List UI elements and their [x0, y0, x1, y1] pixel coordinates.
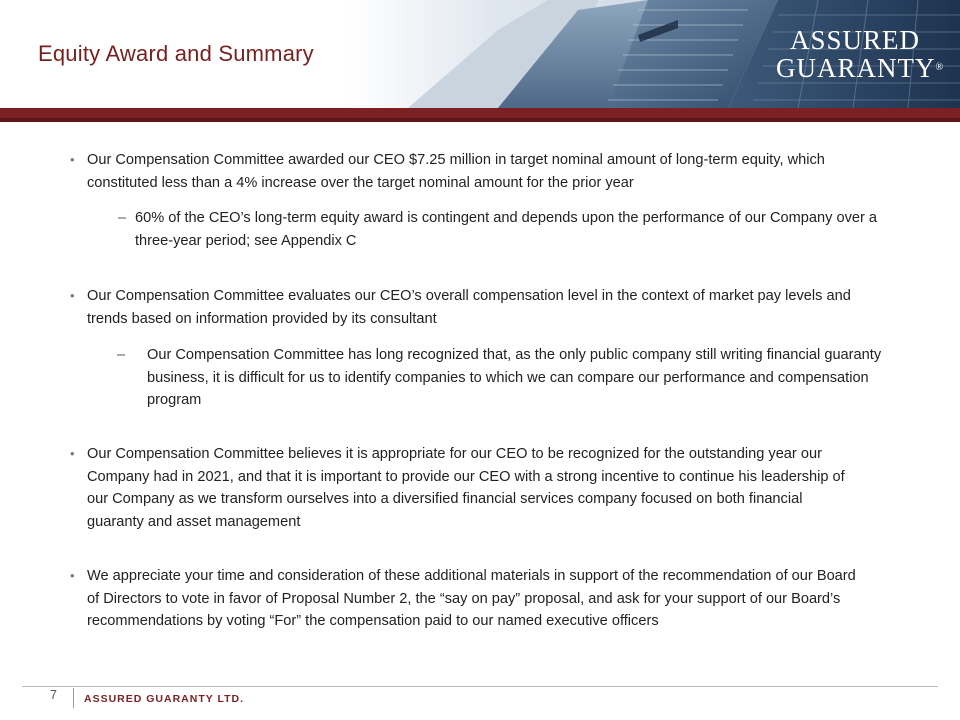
company-logo — [772, 26, 947, 88]
bullet-text: Our Compensation Committee awarded our CEO $7.25 million in target nominal amount of long-term equity, which constituted less than a 4% increase over the target nominal amount for the prior year — [87, 152, 825, 191]
bullet-dot: • — [70, 152, 75, 167]
footer-divider — [22, 686, 938, 687]
bullet-item — [70, 443, 862, 533]
bullet-dot: • — [70, 446, 75, 461]
page-title: Equity Award and Summary — [38, 41, 314, 66]
logo-line-2-text: GUARANTY — [776, 53, 936, 83]
sub-bullet-text: Our Compensation Committee has long recognized that, as the only public company still writing financial guaranty business, it is difficult for us to identify companies to which we can compare our performance and compensation program — [147, 347, 882, 408]
bullet-item — [70, 285, 882, 330]
bullet-text: Our Compensation Committee believes it is appropriate for our CEO to be recognized for the outstanding year our Company had in 2021, and that it is important to provide our CEO with a strong incentive to continue his leadership of our Company as we transform ourselves into a diversified financial services company focused on both financial guaranty and asset management — [87, 446, 845, 530]
bullet-item — [70, 149, 887, 194]
bullet-text: We appreciate your time and consideration of these additional materials in support of the recommendation of our Board of Directors to vote in favor of Proposal Number 2, the “say on pay” proposal, and ask for your support of our Board’s recommendations by voting “For” the compensation paid to our named executive officers — [87, 568, 856, 629]
bullet-dot: • — [70, 568, 75, 583]
registered-mark: ® — [935, 62, 945, 73]
sub-bullet-text: 60% of the CEO’s long-term equity award is contingent and depends upon the performance of our Company over a three-year period; see Appendix C — [135, 210, 878, 249]
sub-bullet-item — [118, 207, 887, 252]
bullet-text: Our Compensation Committee evaluates our CEO’s overall compensation level in the context of market pay levels and trends based on information provided by its consultant — [87, 288, 851, 327]
header-band — [0, 108, 960, 122]
page-number: 7 — [50, 688, 57, 702]
bullet-item — [70, 565, 867, 633]
header-band-stripe — [0, 118, 960, 122]
bullet-dot: • — [70, 288, 75, 303]
footer-company-name: ASSURED GUARANTY LTD. — [84, 693, 245, 705]
sub-bullet-item — [117, 344, 882, 412]
logo-line-1: ASSURED — [790, 25, 921, 55]
sub-bullet-dash: – — [117, 347, 126, 363]
footer-separator — [73, 688, 74, 708]
sub-bullet-dash: – — [118, 210, 127, 226]
slide-header — [0, 0, 960, 108]
logo-line-2 — [772, 54, 947, 82]
